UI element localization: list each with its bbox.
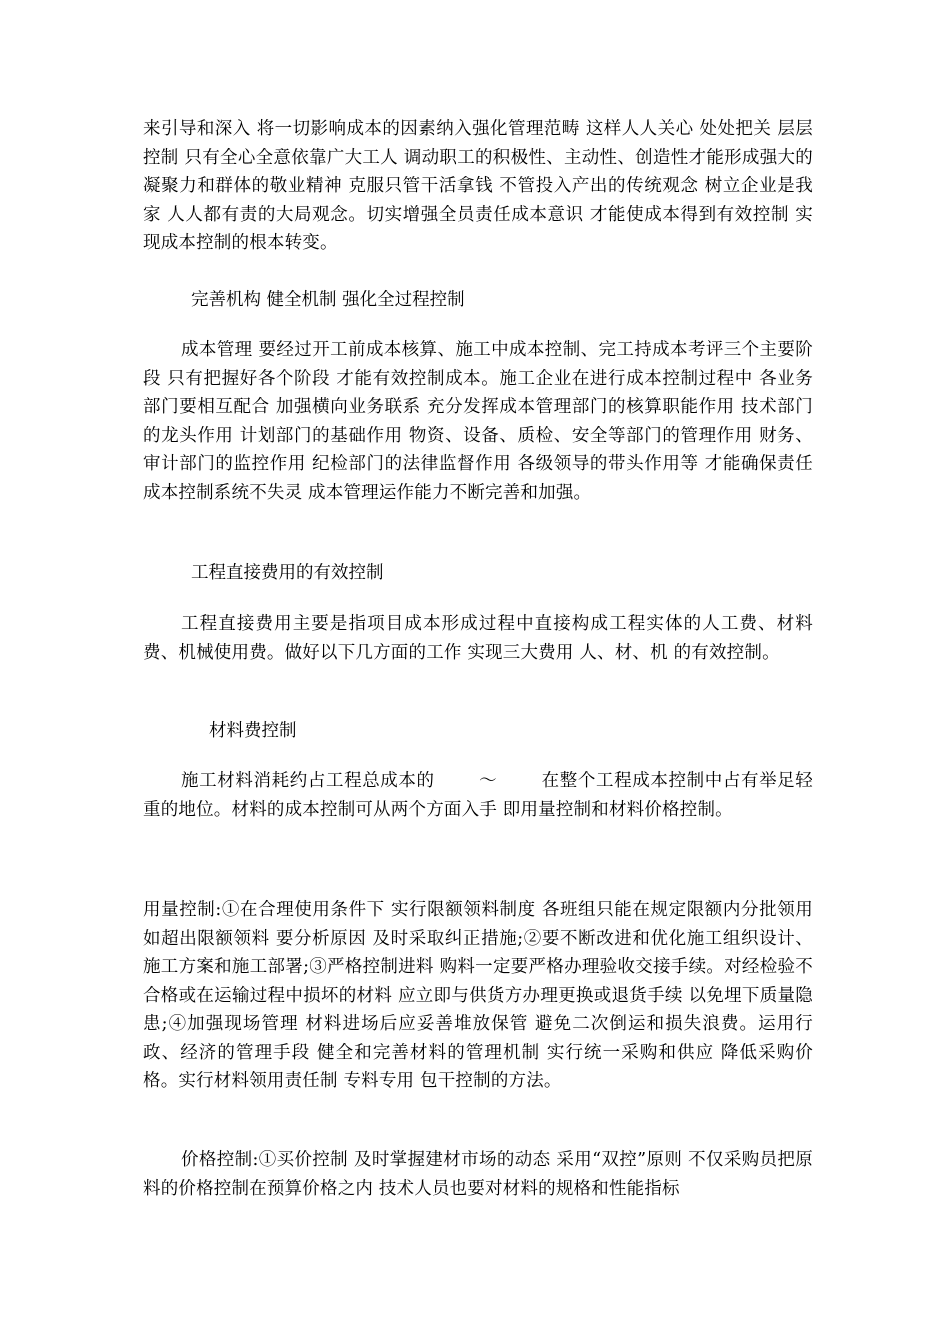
paragraph-price-control: 价格控制:①买价控制 及时掌握建材市场的动态 采用“双控”原则 不仅采购员把原料的价格控制在预算价格之内 技术人员也要对材料的规格和性能指标 — [143, 1150, 813, 1199]
material-cost-text-part2: 在整个工程成本控制中占有举足轻重的地位。材料的成本控制可从两个方面入手 即用量控制和材料价格控制。 — [143, 771, 814, 820]
material-cost-text-part1: 施工材料消耗约占工程总成本的 — [181, 771, 435, 791]
heading-organization-mechanism: 完善机构 健全机制 强化全过程控制 — [191, 290, 465, 310]
paragraph-material-cost-share — [143, 767, 813, 824]
heading-direct-cost-control: 工程直接费用的有效控制 — [191, 563, 384, 583]
paragraph-quantity-control: 用量控制:①在合理使用条件下 实行限额领料制度 各班组只能在规定限额内分批领用 如超出限额领料 要分析原因 及时采取纠正措施;②要不断改进和优化施工组织设计、施工方案和施工部署;③严格控制进料 购料一定要严格办理验收交接手续。对经检验不合格或在运输过程中损坏的材料 应立即与供货方办理更换或退货手续 以免埋下质量隐患;④加强现场管理 材料进场后应妥善堆放保管 避免二次倒运和损失浪费。运用行政、经济的管理手段 健全和完善材料的管理机制 实行统一采购和供应 降低采购价格。实行材料领用责任制 专料专用 包干控制的方法。 — [143, 900, 813, 1091]
paragraph-cost-management-stages: 成本管理 要经过开工前成本核算、施工中成本控制、完工持成本考评三个主要阶段 只有把握好各个阶段 才能有效控制成本。施工企业在进行成本控制过程中 各业务部门要相互配合 加强横向业务联系 充分发挥成本管理部门的核算职能作用 技术部门的龙头作用 计划部门的基础作用 物资、设备、质检、安全等部门的管理作用 财务、审计部门的监控作用 纪检部门的法律监督作用 各级领导的带头作用等 才能确保责任成本控制系统不失灵 成本管理运作能力不断完善和加强。 — [143, 340, 813, 503]
paragraph-cost-awareness: 来引导和深入 将一切影响成本的因素纳入强化管理范畴 这样人人关心 处处把关 层层控制 只有全心全意依靠广大工人 调动职工的积极性、主动性、创造性才能形成强大的凝聚力和群体的敬业精神 克服只管干活拿钱 不管投入产出的传统观念 树立企业是我家 人人都有责的大局观念。切实增强全员责任成本意识 才能使成本得到有效控制 实现成本控制的根本转变。 — [143, 119, 813, 253]
heading-material-cost-control: 材料费控制 — [209, 721, 297, 741]
range-tilde: ～ — [478, 771, 498, 791]
paragraph-direct-cost-definition: 工程直接费用主要是指项目成本形成过程中直接构成工程实体的人工费、材料费、机械使用费。做好以下几方面的工作 实现三大费用 人、材、机 的有效控制。 — [143, 614, 813, 663]
